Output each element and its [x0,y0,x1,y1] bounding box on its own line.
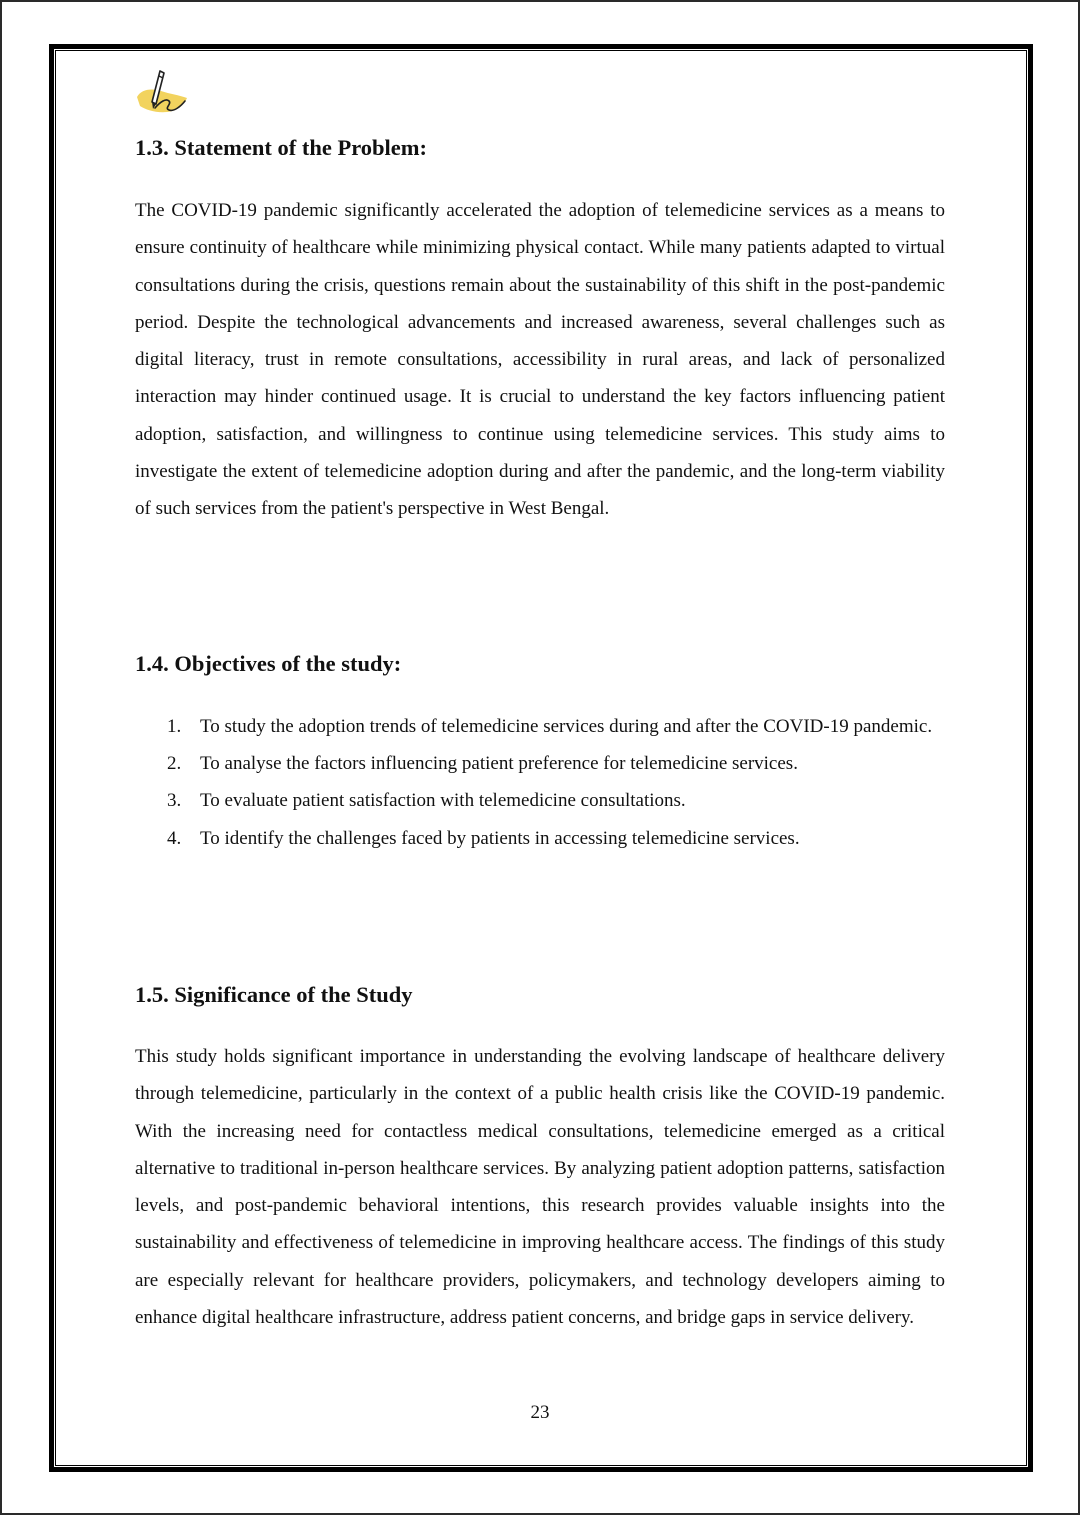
objective-item [135,782,945,819]
objectives-list [135,708,945,857]
objective-number: 4. [167,827,182,849]
objective-text: To analyse the factors influencing patient preference for telemedicine services. [200,753,798,775]
objective-text: To evaluate patient satisfaction with telemedicine consultations. [200,790,686,812]
significance-paragraph: This study holds significant importance in understanding the evolving landscape of healthcare delivery through telemedicine, particularly in the context of a public health crisis like the COVID-19 pandemic. With the increasing need for contactless medical consultations, telemedicine emerged as a critical alternative to traditional in-person healthcare services. By analyzing patient adoption patterns, satisfaction levels, and post-pandemic behavioral intentions, this research provides valuable insights into the sustainability and effectiveness of telemedicine in improving healthcare access. The findings of this study are especially relevant for healthcare providers, policymakers, and technology developers aiming to enhance digital healthcare infrastructure, address patient concerns, and bridge gaps in service delivery. [135,1046,945,1329]
objective-number: 2. [167,753,182,775]
pen-writing-icon [134,68,190,118]
objective-number: 3. [167,790,182,812]
objective-number: 1. [167,716,182,737]
section-heading-significance: 1.5. Significance of the Study [135,982,413,1007]
objective-text: To identify the challenges faced by patients in accessing telemedicine services. [200,827,800,849]
page-number: 23 [530,1402,550,1423]
objective-item [135,745,945,782]
section-heading-statement: 1.3. Statement of the Problem: [135,135,428,160]
section-heading-objectives: 1.4. Objectives of the study: [135,651,402,676]
objective-text: To study the adoption trends of telemedicine services during and after the COVID-19 pandemic. [200,716,933,737]
objective-item [135,708,945,745]
objective-item [135,820,945,857]
statement-paragraph: The COVID-19 pandemic significantly accelerated the adoption of telemedicine services as a means to ensure continuity of healthcare while minimizing physical contact. While many patients adapted to virtual consultations during the crisis, questions remain about the sustainability of this shift in the post-pandemic period. Despite the technological advancements and increased awareness, several challenges such as digital literacy, trust in remote consultations, accessibility in rural areas, and lack of personalized interaction may hinder continued usage. It is crucial to understand the key factors influencing patient adoption, satisfaction, and willingness to continue using telemedicine services. This study aims to investigate the extent of telemedicine adoption during and after the pandemic, and the long-term viability of such services from the patient's perspective in West Bengal. [135,200,945,520]
